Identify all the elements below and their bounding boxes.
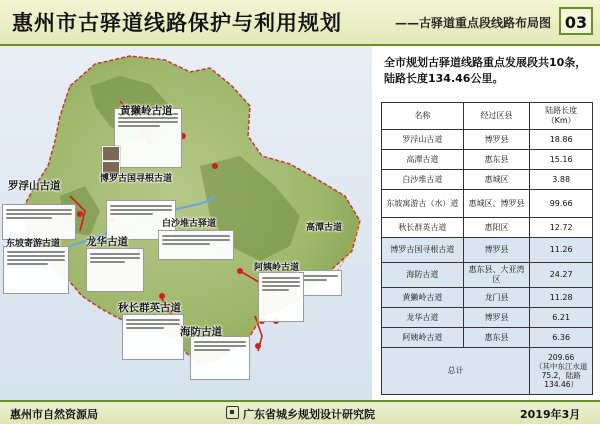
cell-length: 18.86: [530, 130, 593, 150]
label-boluo-xungen: 博罗古国寻根古道: [100, 174, 173, 184]
cell-length: 3.88: [530, 170, 593, 190]
marker: [77, 211, 83, 217]
cell-county: 惠城区: [463, 170, 530, 190]
cell-name: 龙华古道: [382, 308, 464, 328]
cell-county: 惠东县、大亚湾区: [463, 263, 530, 288]
label-huangshaling: 黄獭岭古道: [120, 105, 173, 117]
header-bar: [0, 0, 600, 46]
page-number-badge: 03: [559, 7, 593, 35]
cell-name: 海防古道: [382, 263, 464, 288]
cell-name: 东坡寓游古（水）道: [382, 190, 464, 218]
cell-county: 惠东县: [463, 328, 530, 348]
footer-institute: 广东省城乡规划设计研究院: [243, 408, 375, 421]
table-row: [382, 130, 593, 150]
cell-county: 惠阳区: [463, 218, 530, 238]
cell-name: 黄獭岭古道: [382, 288, 464, 308]
label-baishadui: 白沙堆古驿道: [162, 219, 217, 229]
cell-county: 博罗县: [463, 238, 530, 263]
cell-county: 博罗县: [463, 130, 530, 150]
table-row: [382, 288, 593, 308]
label-qiuchang: 秋长群英古道: [118, 302, 181, 314]
marker: [212, 163, 218, 169]
cell-county: 惠东县: [463, 150, 530, 170]
cell-name: 博罗古国寻根古道: [382, 238, 464, 263]
info-box-ajiling: [258, 272, 304, 322]
table-header-row: [382, 103, 593, 130]
info-box-baishadui: [158, 230, 234, 260]
col-header-county: 经过区县: [463, 103, 530, 130]
info-box-longhua: [86, 248, 144, 292]
table-row: [382, 308, 593, 328]
table-row: [382, 218, 593, 238]
route-map: [0, 46, 372, 400]
cell-total-value: 209.66 （其中东江水道 75.2，陆路 134.46）: [530, 348, 593, 395]
table-row: [382, 328, 593, 348]
table-total-row: [382, 348, 593, 395]
marker: [255, 343, 261, 349]
cell-length: 15.16: [530, 150, 593, 170]
cell-length: 11.28: [530, 288, 593, 308]
table-row: [382, 190, 593, 218]
cell-length: 6.21: [530, 308, 593, 328]
page-subtitle: ——古驿道重点段线路布局图: [395, 16, 552, 30]
cell-name: 白沙堆古道: [382, 170, 464, 190]
col-header-name: 名称: [382, 103, 464, 130]
footer-issuer: 惠州市自然资源局: [10, 408, 98, 421]
institute-logo-icon: [226, 406, 239, 419]
marker: [159, 293, 165, 299]
marker: [237, 268, 243, 274]
label-longhua: 龙华古道: [86, 236, 128, 248]
summary-text: 全市规划古驿道线路重点发展段共10条，陆路长度134.46公里。: [384, 56, 587, 85]
label-dongpo: 东坡寄游古道: [6, 239, 61, 249]
cell-length: 6.36: [530, 328, 593, 348]
cell-length: 24.27: [530, 263, 593, 288]
info-box-qiuchang: [122, 314, 184, 360]
label-haifang: 海防古道: [180, 326, 222, 338]
info-box-dongpo: [3, 246, 69, 294]
label-gaotan: 高潭古道: [306, 223, 343, 233]
photo-thumbnail: [102, 146, 120, 161]
route-length-table: [381, 102, 593, 395]
label-ajiling: 阿姨岭古道: [254, 263, 300, 273]
page-title: 惠州市古驿道线路保护与利用规划: [12, 11, 342, 35]
info-box-luofushan: [2, 204, 76, 240]
table-row: [382, 238, 593, 263]
footer-date: 2019年3月: [520, 408, 581, 421]
footer-bar: [0, 400, 600, 424]
cell-name: 高潭古道: [382, 150, 464, 170]
cell-length: 99.66: [530, 190, 593, 218]
info-box-haifang: [190, 336, 250, 380]
cell-county: 龙门县: [463, 288, 530, 308]
col-header-length: 陆路长度 （Km）: [530, 103, 593, 130]
label-luofushan: 罗浮山古道: [8, 180, 61, 192]
cell-name: 阿姨岭古道: [382, 328, 464, 348]
cell-length: 11.26: [530, 238, 593, 263]
cell-length: 12.72: [530, 218, 593, 238]
table-row: [382, 170, 593, 190]
cell-total-label: 总计: [382, 348, 530, 395]
cell-county: 博罗县: [463, 308, 530, 328]
cell-county: 惠城区、博罗县: [463, 190, 530, 218]
table-row: [382, 263, 593, 288]
cell-name: 秋长群英古道: [382, 218, 464, 238]
table-row: [382, 150, 593, 170]
cell-name: 罗浮山古道: [382, 130, 464, 150]
